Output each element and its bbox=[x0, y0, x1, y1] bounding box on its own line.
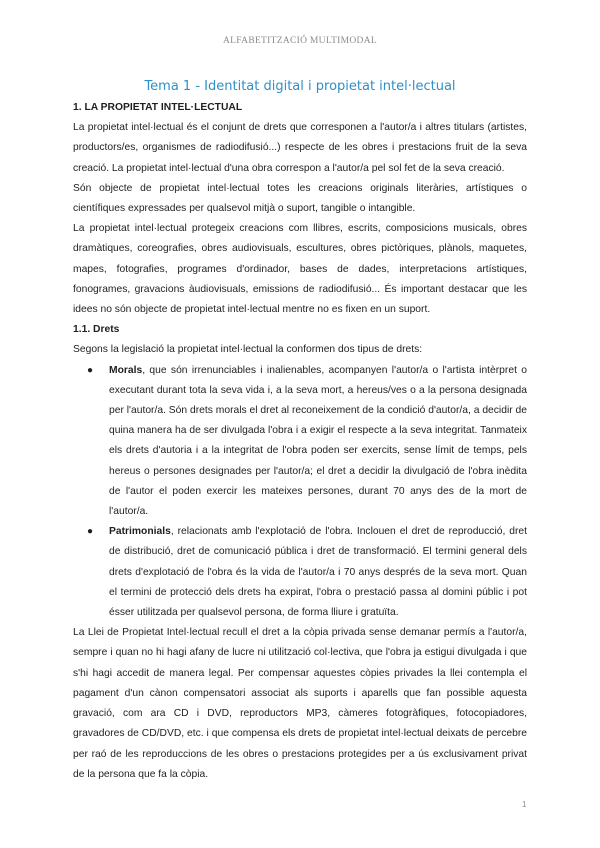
term-patrimonials: Patrimonials bbox=[109, 526, 171, 538]
document-body bbox=[73, 98, 527, 785]
paragraph-copia-privada: La Llei de Propietat Intel·lectual recull el dret a la còpia privada sense demanar permís a l'autor/a, sempre i quan no hi hagi afany de lucre ni utilització col·lectiva, que l'obra ja estigui divulgada i que s'hi hagi accedit de manera legal. Per compensar aquestes còpies privades la llei contempla el pagament d'un cànon compensatori associat als suports i aparells que fan possible aquesta gravació, com ara CD i DVD, reproductors MP3, càmeres fotogràfiques, fotocopiadores, gravadores de CD/DVD, etc. i que compensa els drets de propietat intel·lectual deixats de percebre per raó de les reproduccions de les obres o prestacions protegides per a ús exclusivament privat de la persona que fa la còpia. bbox=[73, 627, 527, 780]
text-morals: , que són irrenunciables i inalienables, acompanyen l'autor/a o l'artista intèrpret o executant durant tota la seva vida i, a la seva mort, a hereus/ves o a la persona designada per l'autor/a. Són drets morals el dret al reconeixement de la condició d'autor/a, a decidir de quina manera ha de ser divulgada l'obra i a exigir el respecte a la seva integritat. Tanmateix els drets d'autoria i a la integritat de l'obra poden ser exercits, sense límit de temps, pels hereus o persones designades per l'autor/a; el dret a decidir la divulgació de l'obra inèdita de l'autor el poden exercir les mateixes persones, durant 70 anys des de la mort de l'autor/a. bbox=[109, 364, 527, 518]
term-morals: Morals bbox=[109, 364, 143, 376]
rights-list bbox=[73, 361, 527, 624]
section-heading-drets: 1.1. Drets bbox=[73, 324, 120, 336]
bullet-icon: ● bbox=[87, 364, 94, 376]
paragraph-drets-intro: Segons la legislació la propietat intel·lectual la conformen dos tipus de drets: bbox=[73, 344, 423, 356]
page-number: 1 bbox=[522, 800, 527, 809]
list-item-patrimonials bbox=[73, 522, 527, 623]
paragraph-proteccio: La propietat intel·lectual protegeix creacions com llibres, escrits, composicions musicals, obres dramàtiques, coreografies, obres audiovisuals, escultures, obres pictòriques, plànols, maquetes, mapes, fotografies, programes d'ordinador, bases de dades, interpretacions artístiques, fonogrames, gravacions àudiovisuals, emissions de radiodifusió... És important destacar que les idees no són objecte de propietat intel·lectual mentre no es fixen en un suport. bbox=[73, 223, 527, 316]
list-item-morals bbox=[73, 361, 527, 523]
text-patrimonials: , relacionats amb l'explotació de l'obra. Inclouen el dret de reproducció, dret de distribució, dret de comunicació pública i dret de transformació. El termini general dels drets d'explotació de l'obra és la vida de l'autor/a i 70 anys després de la seva mort. Quan el termini de protecció dels drets ha expirat, l'obra o prestació passa al domini públic i pot ésser utilitzada per qualsevol persona, de forma lliure i gratuïta. bbox=[109, 526, 527, 619]
bullet-icon: ● bbox=[87, 526, 94, 538]
paragraph-objecte: Són objecte de propietat intel·lectual totes les creacions originals literàries, artístiques o científiques expressades per qualsevol mitjà o suport, tangible o intangible. bbox=[73, 182, 527, 215]
paragraph-definition: La propietat intel·lectual és el conjunt de drets que corresponen a l'autor/a i altres titulars (artistes, productors/es, organismes de radiodifusió...) respecte de les obres i prestacions fruit de la seva creació. La propietat intel·lectual d'una obra correspon a l'autor/a pel sol fet de la seva creació. bbox=[73, 122, 527, 174]
running-header: ALFABETITZACIÓ MULTIMODAL bbox=[223, 36, 377, 46]
section-heading-propietat: 1. LA PROPIETAT INTEL·LECTUAL bbox=[73, 102, 243, 113]
document-title: Tema 1 - Identitat digital i propietat intel·lectual bbox=[144, 78, 456, 94]
